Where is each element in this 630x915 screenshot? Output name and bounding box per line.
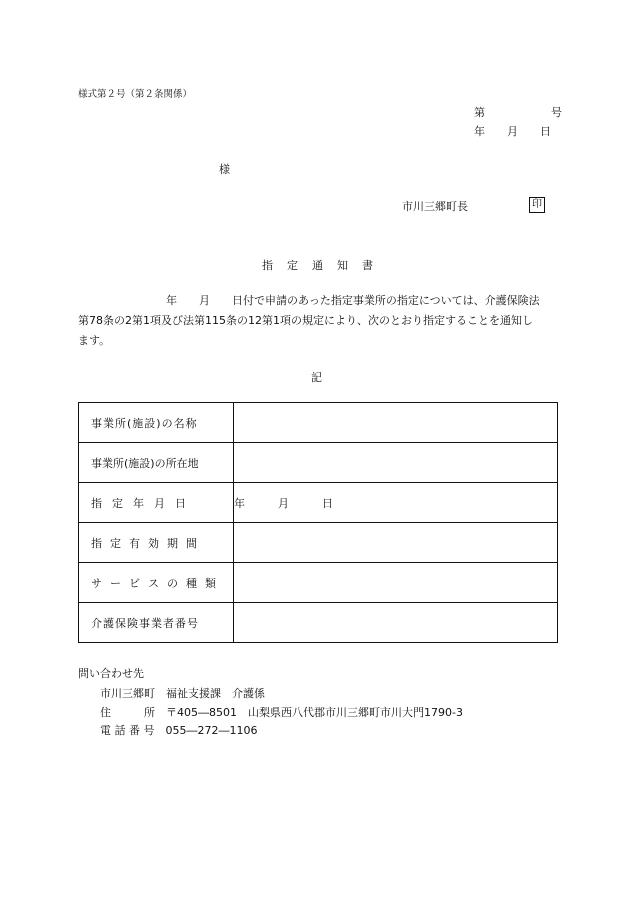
contact-phone-label: 電 話 番 号 (100, 724, 155, 737)
contact-address-row (100, 704, 463, 720)
row-label-facility-name: 事業所(施設)の名称 (79, 403, 234, 443)
validity-period-field[interactable] (234, 523, 558, 563)
body-line-1: 年 月 日付で申請のあった指定事業所の指定については、介護保険法 (78, 294, 540, 307)
designation-table (78, 402, 558, 643)
body-line-3: ます。 (78, 334, 111, 347)
contact-phone-row (100, 722, 258, 738)
service-type-field[interactable] (234, 563, 558, 603)
facility-address-field[interactable] (234, 443, 558, 483)
document-title: 指定通知書 (262, 259, 387, 272)
form-number: 様式第２号（第２条関係） (78, 89, 193, 100)
table-row (79, 563, 558, 603)
contact-department: 市川三郷町 福祉支援課 介護係 (100, 687, 265, 700)
table-row (79, 523, 558, 563)
row-label-designation-date: 指定年月日 (79, 483, 234, 523)
row-label-provider-number: 介護保険事業者番号 (79, 603, 234, 643)
table-row (79, 603, 558, 643)
contact-address: 〒405―8501 山梨県西八代郡市川三郷町市川大門1790-3 (166, 706, 463, 719)
ki-heading: 記 (311, 371, 322, 384)
document-number-line: 第 号 (474, 106, 562, 119)
contact-address-label: 住 所 (100, 706, 155, 719)
document-date-line: 年 月 日 (474, 125, 551, 138)
table-row (79, 483, 558, 523)
seal-mark: 印 (529, 197, 545, 213)
contact-heading: 問い合わせ先 (78, 667, 144, 680)
row-label-validity-period: 指定有効期間 (79, 523, 234, 563)
body-line-2: 第78条の2第1項及び法第115条の12第1項の規定により、次のとおり指定することを通知し (78, 314, 533, 327)
designation-date-field[interactable]: 年 月 日 (234, 483, 558, 523)
contact-phone: 055―272―1106 (165, 724, 258, 737)
table-row (79, 443, 558, 483)
issuer-name: 市川三郷町長 (402, 200, 468, 213)
facility-name-field[interactable] (234, 403, 558, 443)
provider-number-field[interactable] (234, 603, 558, 643)
body-paragraph (78, 291, 560, 351)
table-row (79, 403, 558, 443)
row-label-service-type: サービスの種類 (79, 563, 234, 603)
row-label-facility-address: 事業所(施設)の所在地 (79, 443, 234, 483)
addressee-suffix: 様 (219, 163, 230, 176)
